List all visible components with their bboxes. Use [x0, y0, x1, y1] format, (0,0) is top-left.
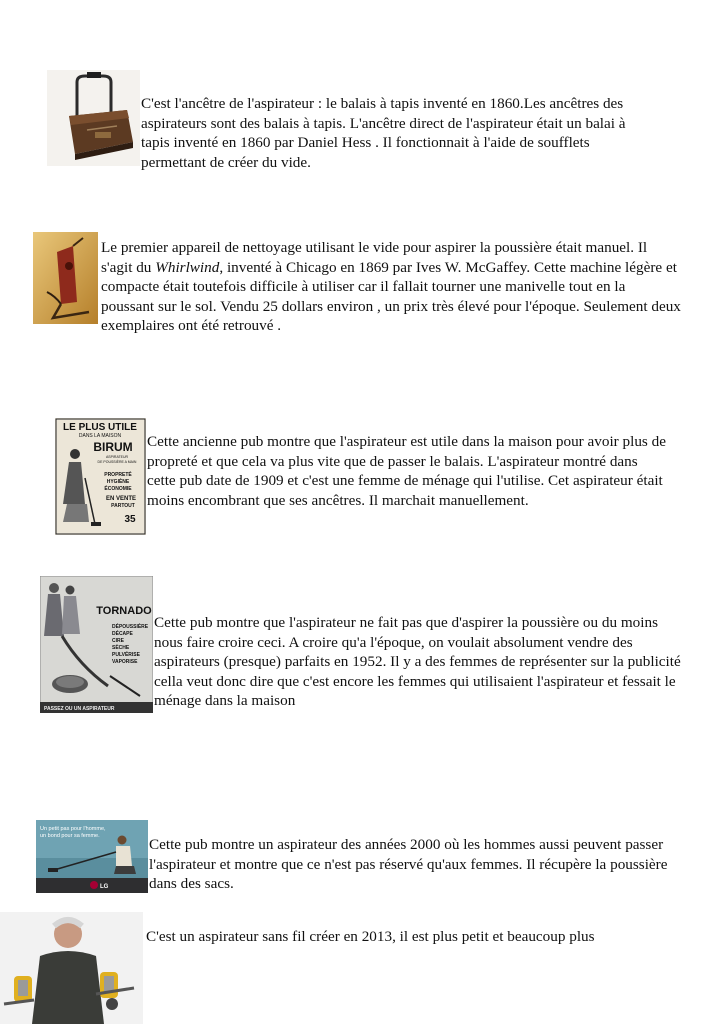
ad-small-1: ASPIRATEUR — [105, 455, 129, 459]
entry-description: Cette pub montre un aspirateur des années 2000 où les hommes aussi peuvent passer l'aspirateur et montre que ce n'est pas réservé qu'aux femmes. Il récupère la poussière dans des sacs. — [149, 836, 668, 892]
entry-description: Cette pub montre que l'aspirateur ne fait pas que d'aspirer la poussière ou du moins nous faire croire ceci. A croire qu'a l'époque, on voulait absolument vendre des aspirateurs (presque) parfaits en 1952. Il y a des femmes de représenter sur la publicité cella veut donc dire que c'est encore les femmes qui utilisaient l'aspirateur et fessait le ménage dans la maison — [154, 614, 681, 709]
ad-feature: VAPORISE — [112, 659, 138, 665]
entry-description: C'est un aspirateur sans fil créer en 2013, il est plus petit et beaucoup plus — [146, 928, 595, 945]
ad-sale-1: EN VENTE — [105, 496, 137, 502]
ad-brand: LG — [100, 884, 109, 890]
cordless-vacuum-photo — [0, 912, 143, 1024]
carpet-sweeper-photo — [47, 70, 140, 166]
entry-text-start: Le premier appareil de nettoyage utilisant le vide pour aspirer la poussière était manuel. Il s'agit du — [101, 239, 648, 276]
tornado-poster-icon — [40, 576, 153, 713]
ad-line-2: DANS LA MAISON — [78, 433, 122, 439]
ad-brand: BIRUM — [93, 440, 133, 454]
entry-text-end: , inventé à Chicago en 1869 par Ives W. McGaffey. Cette machine légère et compacte était toutefois difficile à utiliser car il fallait tourner une manivelle tout en la poussant sur le sol. Vendu 25 dollars environ , un prix très élevé pour l'époque. Seulement deux exemplaires ont été retrouvé . — [101, 258, 681, 334]
ad-small-2: DE POUSSIÈRE A MAIN — [97, 460, 137, 464]
entry-description: C'est l'ancêtre de l'aspirateur : le balais à tapis inventé en 1860.Les ancêtres des aspirateurs sont des balais à tapis. L'ancêtre direct de l'aspirateur était un balai à tapis inventé en 1860 par Daniel Hess . Il fonctionnait à l'aide de soufflets permettant de créer du vide. — [141, 95, 626, 171]
ad-feature: SÈCHE — [112, 645, 130, 651]
ad-line-1: LE PLUS UTILE — [63, 422, 137, 433]
entry-description — [101, 238, 681, 336]
whirlwind-vacuum-icon — [33, 232, 98, 324]
ad-headline-1: Un petit pas pour l'homme, — [40, 826, 106, 832]
lg-advertisement — [36, 820, 148, 893]
birum-poster-icon — [55, 418, 146, 535]
ad-feature: ÉCONOMIE — [104, 486, 132, 492]
entry-description: Cette ancienne pub montre que l'aspirateur est utile dans la maison pour avoir plus de propreté et que cela va plus vite que de passer le balais. L'aspirateur montré dans cette pub date de 1909 et c'est une femme de ménage qui l'utilise. Cet aspirateur était moins encombrant que ses ancêtres. Il marchait manuellement. — [147, 433, 666, 509]
lg-poster-icon — [36, 820, 148, 893]
carpet-sweeper-icon — [47, 70, 140, 166]
ad-feature: PROPRETÉ — [104, 472, 132, 478]
whirlwind-name: Whirlwind — [155, 258, 220, 276]
cordless-vacuum-icon — [0, 912, 143, 1024]
tornado-advertisement — [40, 576, 153, 713]
ad-feature: CIRE — [112, 638, 124, 644]
ad-sale-2: PARTOUT — [111, 503, 135, 509]
ad-feature: HYGIÈNE — [106, 479, 130, 485]
ad-price: 35 — [124, 514, 136, 525]
birum-advertisement — [55, 418, 146, 535]
ad-brand: TORNADO — [96, 605, 152, 617]
ad-headline-2: un bond pour sa femme. — [40, 833, 100, 839]
ad-feature: PULVÉRISE — [112, 652, 140, 658]
ad-feature: DÉCAPE — [112, 631, 133, 637]
ad-feature: DÉPOUSSIÈRE — [112, 624, 149, 630]
whirlwind-vacuum-photo — [33, 232, 98, 324]
ad-bottom: PASSEZ OU UN ASPIRATEUR — [44, 706, 115, 712]
